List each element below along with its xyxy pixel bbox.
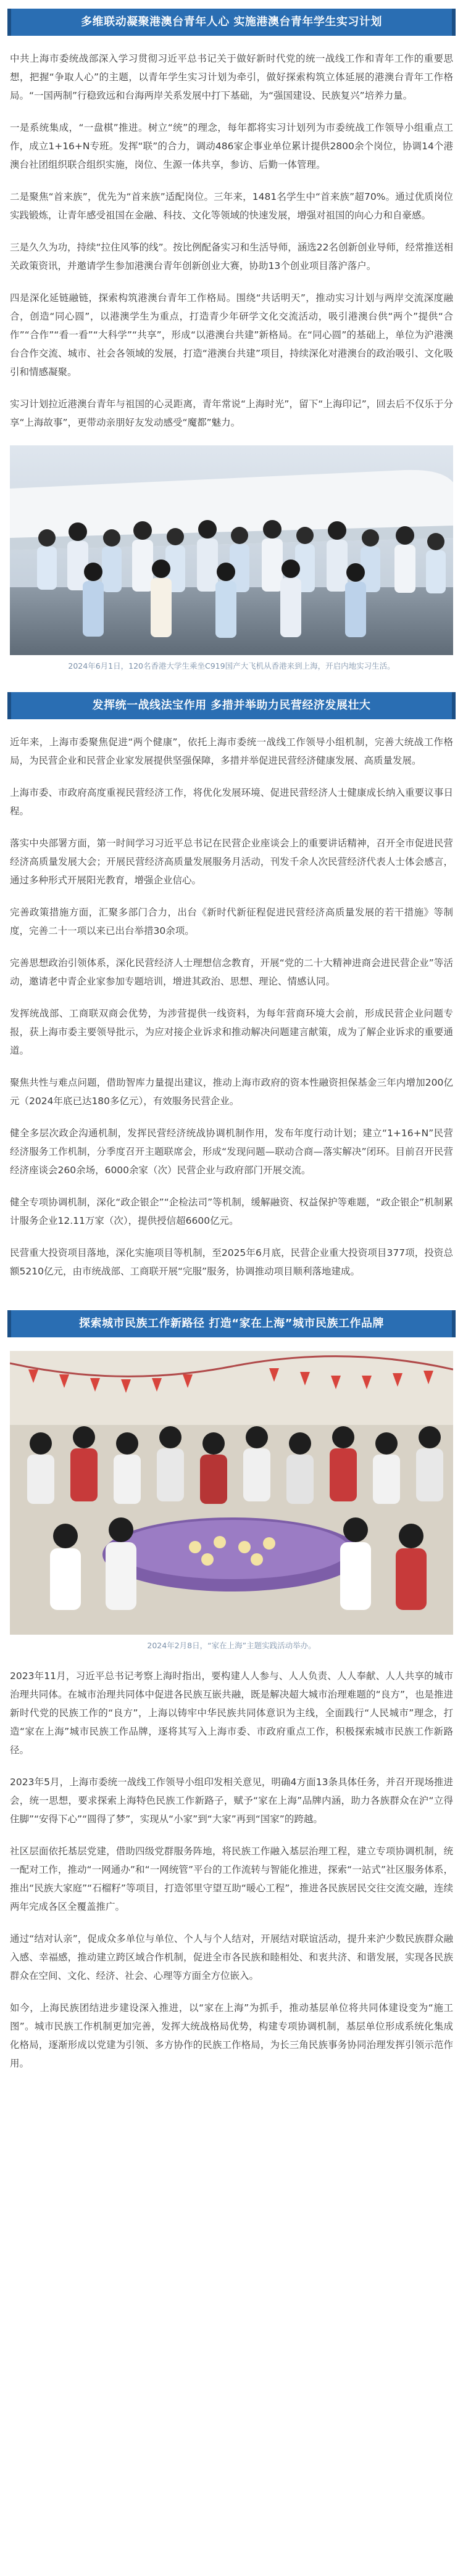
- section3-paragraph: 2023年5月，上海市委统一战线工作领导小组印发相关意见，明确4方面13条具体任务，并召开现场推进会，统一思想，要求探索上海特色民族工作新路子，赋予“家在上海”品牌内涵，助力各族群众在沪“立得住脚”“安得下心”“圆得了梦”，实现从“小家”到“大家”再到“国家”的跨越。: [10, 1777, 453, 1825]
- section-gap: [0, 1299, 463, 1310]
- section3-title: 探索城市民族工作新路径 打造“家在上海”城市民族工作品牌: [7, 1310, 456, 1337]
- section3-photo-caption: 2024年2月8日，“家在上海”主题实践活动举办。: [147, 1641, 316, 1650]
- section2-paragraph: 落实中央部署方面，第一时间学习习近平总书记在民营企业座谈会上的重要讲话精神，召开全市促进民营经济高质量发展大会；开展民营经济高质量发展服务月活动，刊发千余人次民营经济代表人士体会感言，通过多种形式开展阳光教育，增强企业信心。: [10, 838, 453, 886]
- section3-paragraph: 2023年11月，习近平总书记考察上海时指出，要构建人人参与、人人负责、人人奉献、人人共享的城市治理共同体。在城市治理共同体中促进各民族互嵌共融，既是解决超大城市治理难题的“良方”，也是推进新时代党的民族工作的“良方”，上海以铸牢中华民族共同体意识为主线，全面践行“人民城市”理念，打造“家在上海”城市民族工作品牌，逐将其写入上海市委、市政府重点工作，积极探索城市民族工作新路径。: [10, 1670, 453, 1756]
- section2-paragraph: 健全多层次政企沟通机制，发挥民营经济统战协调机制作用，发布年度行动计划；建立“1+16+N”民营经济服务工作机制，分季度召开主题联席会，形成“发现问题—联动合商—落实解决”闭环。目前召开民营经济座谈会260余场，6000余家（次）民营企业与政府部门开展交流。: [10, 1128, 453, 1176]
- section2-paragraph: 完善思想政治引领体系，深化民营经济人士理想信念教育，开展“党的二十大精神进商会进民营企业”等活动，邀请老中青企业家参加专题培训，增进其政治、思想、理论、情感认同。: [10, 957, 453, 987]
- section1-paragraph: 四是深化延链融链，探索构筑港澳台青年工作格局。围绕“共话明天”，推动实习计划与两岸交流深度融合，创造“同心圆”，以港澳学生为重点，打造青少年研学文化交流活动，吸引港澳台供“两个”提供“合作”“合作”“看一看”“大科学”“共享”，形成“以港澳台共建”新格局。在“同心圆”的基础上，单位为沪港澳台合作交流、城市、社会各领域的发展，打造“港澳台共建”项目，持续深化对港澳台的政治吸引、文化吸引和情感凝聚。: [10, 292, 453, 378]
- section3-paragraph: 通过“结对认亲”，促成众多单位与单位、个人与个人结对，开展结对联谊活动，提升来沪少数民族群众融入感、幸福感，推动建立跨区域合作机制，促进全市各民族和睦相处、和衷共济、和谐发展，实现各民族群众在空间、文化、经济、社会、心理等方面全方位嵌入。: [10, 1933, 453, 1981]
- section1-body: [0, 36, 463, 692]
- section2-paragraph: 发挥统战部、工商联双商会优势，为涉营提供一线资料，为每年营商环境大会前，形成民营企业问题专报，获上海市委主要领导批示，为应对接企业诉求和推动解决问题建言献策，成为了解企业诉求的重要通道。: [10, 1008, 453, 1056]
- section2-paragraph: 上海市委、市政府高度重视民营经济工作，将优化发展环境、促进民营经济人士健康成长纳入重要议事日程。: [10, 787, 453, 817]
- section3-paragraph: 如今，上海民族团结进步建设深入推进，以“家在上海”为抓手，推动基层单位将共同体建设变为“施工图”。城市民族工作机制更加完善，发挥大统战格局优势，构建专项协调机制，基层单位形成系统化集成化格局，逐渐形成以党建为引领、多方协作的民族工作格局，为长三角民族事务协同治理发挥引领示范作用。: [10, 2002, 453, 2069]
- section1-photo-caption: 2024年6月1日，120名香港大学生乘坐C919国产大飞机从香港来到上海，开启内地实习生活。: [68, 661, 395, 671]
- section1-paragraph: 实习计划拉近港澳台青年与祖国的心灵距离，青年常说“上海时光”，留下“上海印记”，回去后不仅乐于分享“上海故事”，更带动亲朋好友发动感受“魔都”魅力。: [10, 398, 453, 428]
- group-photo-community-event: [10, 1351, 453, 1635]
- section2-paragraph: 聚焦共性与难点问题，借助智库力量提出建议，推动上海市政府的资本性融资担保基金三年内增加200亿元（2024年底已达180多亿元），有效服务民营企业。: [10, 1077, 453, 1107]
- section1-title: 多维联动凝聚港澳台青年人心 实施港澳台青年学生实习计划: [7, 9, 456, 36]
- section2-paragraph: 健全专项协调机制，深化“政企银企”“企检法司”等机制，缓解融资、权益保护等难题，“政企银企”机制累计服务企业12.11万家（次），提供授信超6600亿元。: [10, 1197, 453, 1226]
- section1-paragraph: 二是聚焦“首来族”，优先为“首来族”适配岗位。三年来，1481名学生中“首来族”超70%。通过优质岗位实践锻炼，让青年感受祖国在金融、科技、文化等领域的快速发展，增强对祖国的向心力和自豪感。: [10, 191, 453, 221]
- group-photo-students-airport: [10, 445, 453, 655]
- section3-paragraph: 社区层面依托基层党建，借助四级党群服务阵地，将民族工作融入基层治理工程，建立专项协调机制，统一配对工作，推动“一网通办”和“一网统管”平台的工作流转与智能化推进，探索“一站式”社区服务体系，推出“民族大家庭”“石榴籽”等项目，打造邻里守望互助“暖心工程”，推进各民族居民交往交流交融，连续两年完成各区全覆盖推广。: [10, 1846, 453, 1912]
- section2-paragraph: 完善政策措施方面，汇聚多部门合力，出台《新时代新征程促进民营经济高质量发展的若干措施》等制度，完善二十一项以来已出台举措30余项。: [10, 907, 453, 936]
- section2-paragraph: 民营重大投资项目落地，深化实施项目等机制，至2025年6月底，民营企业重大投资项目377项，投资总额5210亿元，由市统战部、工商联开展“完服”服务，协调推动项目顺利落地建成。: [10, 1247, 453, 1277]
- section1-paragraph: 一是系统集成，“一盘棋”推进。树立“统”的理念，每年都将实习计划列为市委统战工作领导小组重点工作，成立1+16+N专班。发挥“联”的合力，调动486家企事业单位累计提供2800余个岗位，协调14个港澳台社团组织联合组织实施，岗位、生源一体共享，参访、后勤一体管理。: [10, 122, 453, 170]
- section2-body: [0, 719, 463, 1299]
- section2-title: 发挥统一战线法宝作用 多措并举助力民营经济发展壮大: [7, 692, 456, 719]
- section1-paragraph: 三是久久为功，持续“拉住风筝的线”。按比例配备实习和生活导师，涵选22名创新创业导师，经常推送相关政策资讯，并邀请学生参加港澳台青年创新创业大赛，协助13个创业项目落沪落户。: [10, 242, 453, 271]
- section2-paragraph: 近年来，上海市委聚焦促进“两个健康”，依托上海市委统一战线工作领导小组机制，完善大统战工作格局，为民营企业和民营企业家发展提供坚强保障，多措并举促进民营经济健康发展、高质量发展。: [10, 737, 453, 766]
- section1-paragraph: 中共上海市委统战部深入学习贯彻习近平总书记关于做好新时代党的统一战线工作和青年工作的重要思想，把握“争取人心”的主题，以青年学生实习计划为牵引，做好探索构筑立体延展的港澳台青年工作格局。“一国两制”行稳致远和台海两岸关系发展中打下基础，为“强国建设、民族复兴”培养力量。: [10, 53, 453, 101]
- section3-body: [0, 1337, 463, 2091]
